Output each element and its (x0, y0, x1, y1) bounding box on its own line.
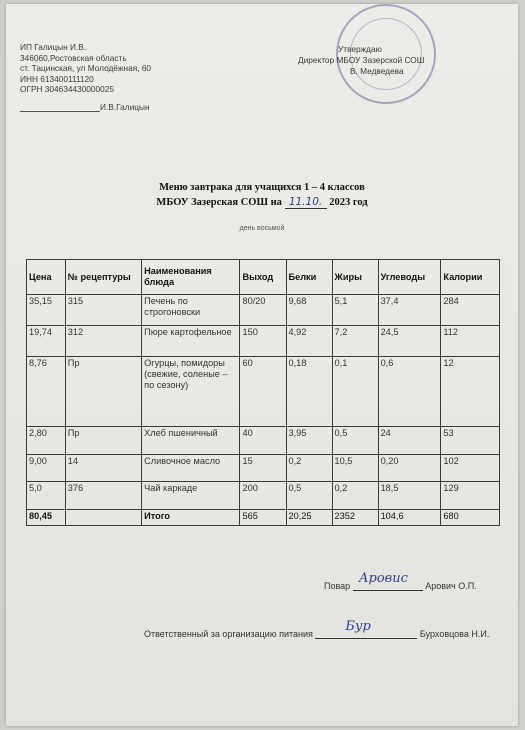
cell-portion: 15 (240, 455, 286, 482)
cell-price: 19,74 (27, 326, 66, 357)
cell-recipe: 14 (65, 455, 141, 482)
table-row (27, 482, 500, 510)
table-row (27, 295, 500, 326)
approval-block (298, 44, 424, 77)
table-row (27, 357, 500, 427)
menu-table (26, 259, 500, 526)
responsible-label: Ответственный за организацию питания (144, 629, 313, 639)
total-portion: 565 (240, 510, 286, 526)
header-dish: Наименования блюда (142, 260, 240, 295)
cell-protein: 0,2 (286, 455, 332, 482)
cell-protein: 3,95 (286, 427, 332, 455)
cell-carbs: 24 (378, 427, 441, 455)
header-calories: Калории (441, 260, 500, 295)
issuer-signature-name: И.В.Галицын (100, 101, 150, 112)
total-calories: 680 (441, 510, 500, 526)
cell-protein: 4,92 (286, 326, 332, 357)
header-carbs: Углеводы (378, 260, 441, 295)
cell-portion: 200 (240, 482, 286, 510)
cell-calories: 102 (441, 455, 500, 482)
cell-carbs: 24,5 (378, 326, 441, 357)
cook-name: Арович О.П. (425, 581, 477, 591)
cell-fat: 10,5 (332, 455, 378, 482)
table-header-row (27, 260, 500, 295)
cell-recipe: 315 (65, 295, 141, 326)
menu-year: 2023 год (329, 197, 368, 208)
cell-dish: Чай каркаде (142, 482, 240, 510)
approval-heading: Утверждаю (338, 44, 382, 54)
table-row (27, 455, 500, 482)
cell-portion: 80/20 (240, 295, 286, 326)
header-fat: Жиры (332, 260, 378, 295)
cell-fat: 0,2 (332, 482, 378, 510)
cell-dish: Хлеб пшеничный (142, 427, 240, 455)
total-recipe (65, 510, 141, 526)
issuer-ogrn: ОГРН 304634430000025 (20, 84, 114, 94)
cook-signature-line (324, 571, 477, 591)
cell-carbs: 37,4 (378, 295, 441, 326)
cell-recipe: 312 (65, 326, 141, 357)
cell-fat: 5,1 (332, 295, 378, 326)
menu-title: Меню завтрака для учащихся 1 – 4 классов (159, 182, 365, 193)
issuer-signature-line (20, 102, 151, 113)
issuer-block (20, 42, 151, 112)
cell-portion: 60 (240, 357, 286, 427)
issuer-signature-blank (20, 111, 100, 112)
cell-price: 2,80 (27, 427, 66, 455)
cook-handwritten-signature: Аровис (358, 571, 408, 586)
document-page (6, 4, 518, 726)
responsible-signature-blank (315, 619, 417, 639)
cell-recipe: Пр (65, 427, 141, 455)
cell-calories: 53 (441, 427, 500, 455)
header-price: Цена (27, 260, 66, 295)
total-row (27, 510, 500, 526)
total-price: 80,45 (27, 510, 66, 526)
responsible-signature-line (144, 619, 490, 639)
cell-carbs: 0,20 (378, 455, 441, 482)
total-label: Итого (142, 510, 240, 526)
total-carbs: 104,6 (378, 510, 441, 526)
issuer-address-street: ст. Тацинская, ул Молодёжная, 60 (20, 63, 152, 73)
responsible-handwritten-signature: Бур (345, 619, 371, 634)
cell-calories: 112 (441, 326, 500, 357)
cell-carbs: 0,6 (378, 357, 441, 427)
menu-day: день восьмой (239, 225, 285, 232)
cell-calories: 129 (441, 482, 500, 510)
issuer-address-region: 346060,Ростовская область (20, 52, 127, 63)
header-recipe: № рецептуры (65, 260, 141, 295)
cook-label: Повар (324, 581, 351, 591)
cell-calories: 12 (441, 357, 500, 427)
total-fat: 2352 (332, 510, 378, 526)
cell-carbs: 18,5 (378, 482, 441, 510)
cell-price: 8,76 (27, 357, 66, 427)
school-name: МБОУ Зазерская СОШ на (156, 197, 282, 208)
total-protein: 20,25 (286, 510, 332, 526)
issuer-inn: ИНН 613400111120 (20, 73, 94, 84)
cell-calories: 284 (441, 295, 500, 326)
header-portion: Выход (240, 260, 286, 295)
menu-subtitle (6, 196, 518, 209)
cell-protein: 0,5 (286, 482, 332, 510)
menu-date: 11.10. (285, 196, 327, 209)
cell-price: 5,0 (27, 482, 66, 510)
cell-portion: 40 (240, 427, 286, 455)
cell-dish: Печень по строгоновски (142, 295, 240, 326)
cell-dish: Пюре картофельное (142, 326, 240, 357)
cell-portion: 150 (240, 326, 286, 357)
approval-position: Директор МБОУ Зазерской СОШ (298, 55, 425, 65)
cell-dish: Сливочное масло (142, 455, 240, 482)
cell-fat: 7,2 (332, 326, 378, 357)
cell-protein: 9,68 (286, 295, 332, 326)
cell-recipe: 376 (65, 482, 141, 510)
cell-dish: Огурцы, помидоры (свежие, соленые – по сезону) (142, 357, 240, 427)
table-row (27, 427, 500, 455)
table-row (27, 326, 500, 357)
responsible-name: Бурховцова Н.И. (419, 629, 490, 639)
cell-protein: 0,18 (286, 357, 332, 427)
cell-price: 35,15 (27, 295, 66, 326)
cell-recipe: Пр (65, 357, 141, 427)
issuer-name: ИП Галицын И.В. (20, 42, 87, 52)
cell-fat: 0,5 (332, 427, 378, 455)
cook-signature-blank (353, 571, 423, 591)
approval-name: В. Медведева (350, 66, 404, 76)
cell-fat: 0,1 (332, 357, 378, 427)
cell-price: 9,00 (27, 455, 66, 482)
header-protein: Белки (286, 260, 332, 295)
